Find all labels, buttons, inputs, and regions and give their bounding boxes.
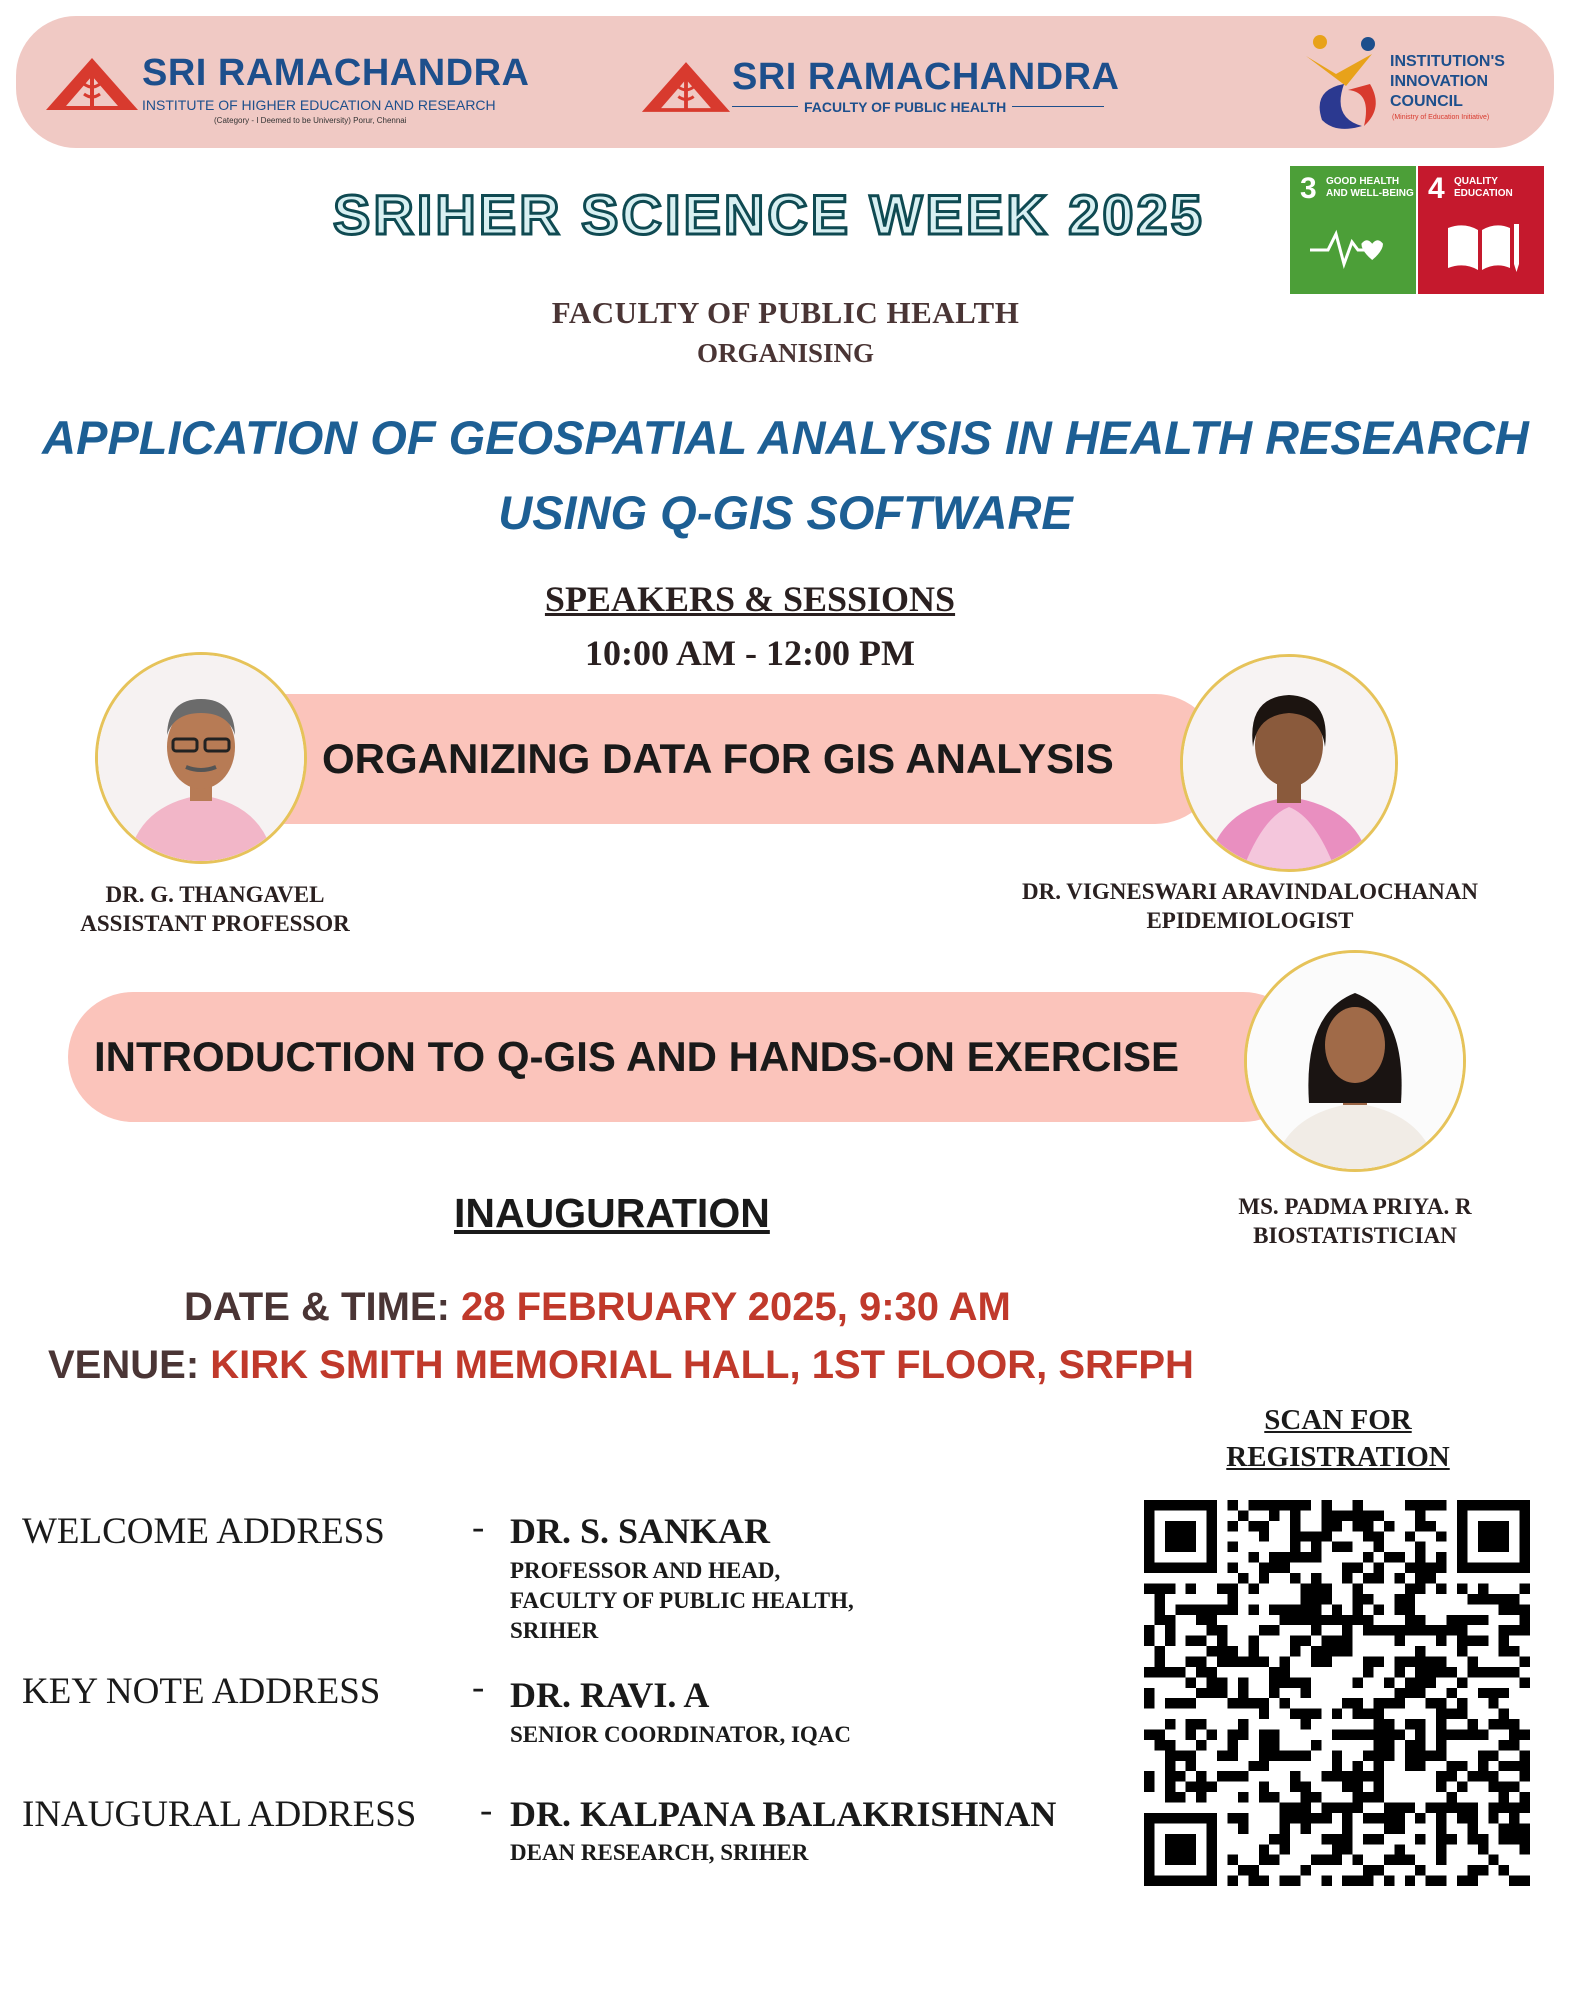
session1-title: ORGANIZING DATA FOR GIS ANALYSIS	[322, 735, 1114, 782]
logo2-sub: FACULTY OF PUBLIC HEALTH	[798, 99, 1012, 115]
venue-line	[48, 1343, 1194, 1388]
speaker2-photo	[1180, 654, 1398, 872]
organising-label: ORGANISING	[696, 338, 875, 368]
session2-title: INTRODUCTION TO Q-GIS AND HANDS-ON EXERCISE	[94, 1033, 1180, 1080]
speakers-heading: SPEAKERS & SESSIONS	[544, 579, 956, 619]
qr-code-icon	[1144, 1500, 1530, 1886]
inaugural-address-name: DR. KALPANA BALAKRISHNAN	[510, 1794, 1057, 1834]
iic-line3: COUNCIL	[1390, 93, 1463, 110]
heartbeat-icon	[1310, 224, 1396, 272]
book-icon	[1444, 218, 1524, 278]
logo1-sub: INSTITUTE OF HIGHER EDUCATION AND RESEARCH	[142, 97, 496, 113]
welcome-address-sub: PROFESSOR AND HEAD, FACULTY OF PUBLIC HEALTH, SRIHER	[510, 1558, 854, 1643]
faculty-label: FACULTY OF PUBLIC HEALTH	[551, 295, 1020, 330]
sri-ramachandra-emblem-icon	[44, 56, 140, 117]
session-time: 10:00 AM - 12:00 PM	[585, 633, 915, 673]
scan-label	[1180, 1402, 1496, 1476]
inaugural-address-dash: -	[480, 1790, 493, 1831]
event-title-line2: USING Q-GIS SOFTWARE	[498, 486, 1073, 539]
iic-line2: INNOVATION	[1390, 73, 1489, 90]
welcome-address-label: WELCOME ADDRESS	[22, 1511, 385, 1552]
keynote-address-sub: SENIOR COORDINATOR, IQAC	[510, 1722, 852, 1747]
speaker3-caption	[1180, 1192, 1530, 1250]
welcome-address-dash: -	[472, 1507, 485, 1548]
speaker2-caption	[960, 877, 1540, 935]
scan-line1: SCAN FOR	[1264, 1404, 1412, 1436]
sdg-3-tile	[1290, 166, 1416, 294]
venue-value: KIRK SMITH MEMORIAL HALL, 1ST FLOOR, SRFPH	[210, 1343, 1194, 1387]
logo2-name: SRI RAMACHANDRA	[732, 56, 1120, 98]
sdg-3-label: GOOD HEALTH AND WELL-BEING	[1326, 176, 1414, 199]
speaker1-name: DR. G. THANGAVEL	[105, 882, 325, 907]
venue-label: VENUE:	[48, 1343, 211, 1387]
date-value: 28 FEBRUARY 2025, 9:30 AM	[461, 1285, 1011, 1329]
speaker3-role: BIOSTATISTICIAN	[1253, 1223, 1457, 1248]
iic-logo-icon	[1302, 34, 1386, 139]
keynote-address-name: DR. RAVI. A	[510, 1675, 710, 1715]
speaker1-caption	[40, 880, 390, 938]
date-label: DATE & TIME:	[184, 1285, 462, 1329]
logo1-name: SRI RAMACHANDRA	[142, 52, 530, 94]
inaugural-address-sub: DEAN RESEARCH, SRIHER	[510, 1840, 809, 1865]
speaker2-role: EPIDEMIOLOGIST	[1146, 908, 1354, 933]
date-time-line	[184, 1285, 1011, 1330]
speaker3-name: MS. PADMA PRIYA. R	[1238, 1194, 1472, 1219]
speaker1-photo	[95, 652, 307, 864]
sdg-4-num: 4	[1428, 172, 1445, 205]
speaker2-name: DR. VIGNESWARI ARAVINDALOCHANAN	[1021, 879, 1479, 904]
welcome-address-name: DR. S. SANKAR	[510, 1511, 771, 1551]
inauguration-heading: INAUGURATION	[454, 1190, 770, 1236]
logo1-tiny: (Category - I Deemed to be University) Porur, Chennai	[214, 116, 407, 125]
iic-tiny: (Ministry of Education Initiative)	[1392, 114, 1490, 121]
keynote-address-dash: -	[472, 1667, 485, 1708]
iic-text	[1390, 52, 1505, 112]
sdg-4-label: QUALITY EDUCATION	[1454, 176, 1513, 199]
scan-line2: REGISTRATION	[1226, 1441, 1450, 1473]
event-title-line1: APPLICATION OF GEOSPATIAL ANALYSIS IN HEALTH RESEARCH	[42, 411, 1529, 464]
keynote-address-label: KEY NOTE ADDRESS	[22, 1671, 381, 1712]
sdg-3-num: 3	[1300, 172, 1317, 205]
registration-qr-code[interactable]	[1144, 1500, 1530, 1886]
faculty-emblem-icon	[640, 60, 732, 119]
sdg-4-tile	[1418, 166, 1544, 294]
speaker3-photo	[1244, 950, 1466, 1172]
iic-line1: INSTITUTION'S	[1390, 53, 1505, 70]
page-title: SRIHER SCIENCE WEEK 2025	[333, 183, 1205, 246]
inaugural-address-label: INAUGURAL ADDRESS	[22, 1794, 417, 1835]
speaker1-role: ASSISTANT PROFESSOR	[80, 911, 350, 936]
